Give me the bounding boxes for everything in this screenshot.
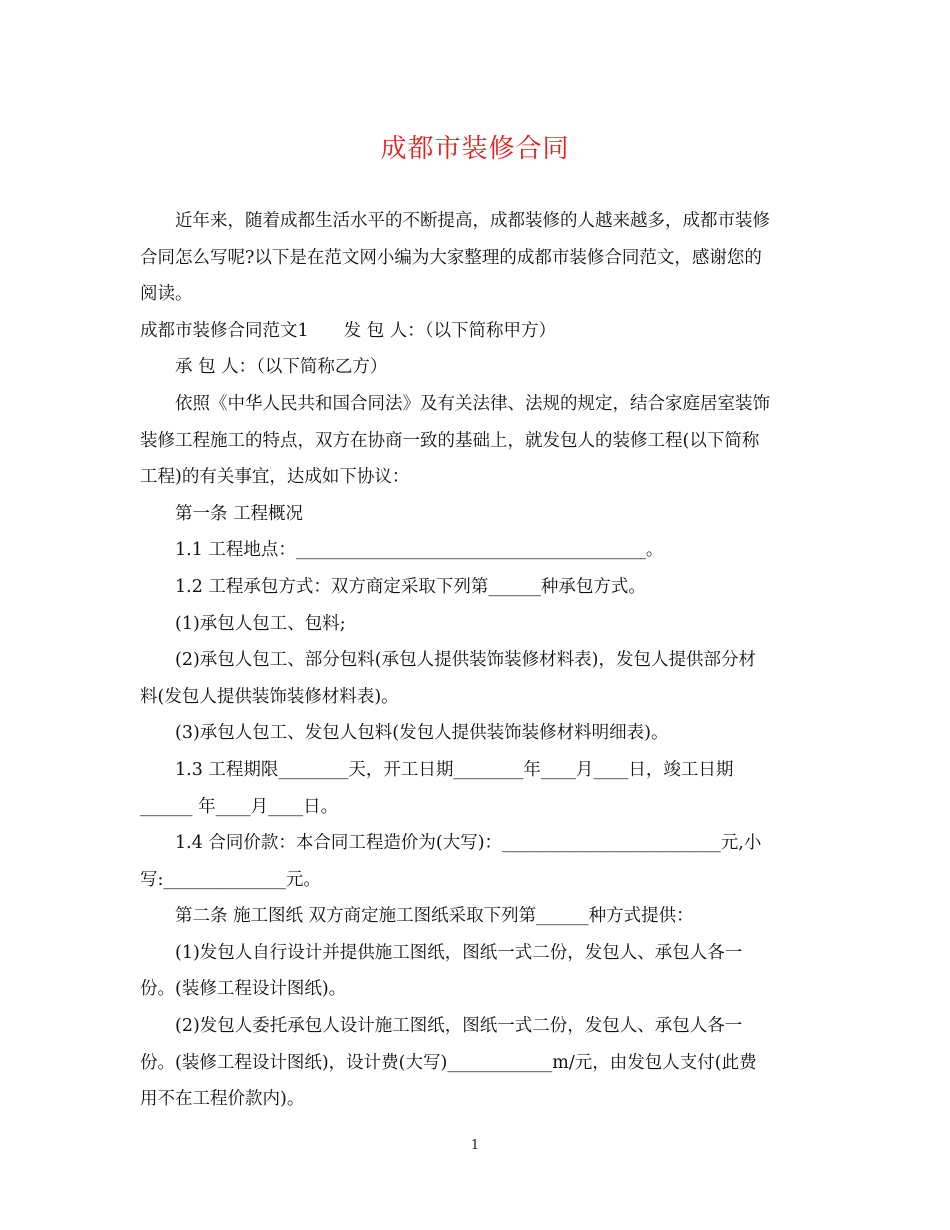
document-line: 1.3 工程期限________天，开工日期________年____月____日，竣工日期 (175, 759, 734, 780)
document-line: (2)承包人包工、部分包料(承包人提供装饰装修材料表)，发包人提供部分材 (175, 650, 756, 671)
document-line: 用不在工程价款内)。 (140, 1089, 305, 1110)
document-line: 份。(装修工程设计图纸)，设计费(大写)____________m/元，由发包人支付(此费 (140, 1052, 757, 1073)
document-body (140, 203, 805, 1118)
document-line: (1)发包人自行设计并提供施工图纸，图纸一式二份，发包人、承包人各一 (175, 942, 743, 963)
document-line: 成都市装修合同范文1 发 包 人：（以下简称甲方） (140, 320, 557, 341)
document-line: 料(发包人提供装饰装修材料表)。 (140, 686, 399, 707)
document-line: 阅读。 (140, 284, 193, 305)
page-number: 1 (470, 1138, 480, 1153)
document-line: 合同怎么写呢?以下是在范文网小编为大家整理的成都市装修合同范文，感谢您的 (140, 247, 762, 268)
document-line: 1.4 合同价款：本合同工程造价为(大写)：_________________________元,小 (175, 833, 762, 854)
document-line: (1)承包人包工、包料; (175, 613, 346, 634)
document-line: 工程)的有关事宜，达成如下协议： (140, 467, 410, 488)
document-line: 装修工程施工的特点，双方在协商一致的基础上，就发包人的装修工程(以下简称 (140, 430, 760, 451)
document-line: 写:______________元。 (140, 869, 321, 890)
document-line: 1.1 工程地点：________________________________________。 (175, 540, 664, 561)
document-line: 近年来，随着成都生活水平的不断提高，成都装修的人越来越多，成都市装修 (175, 211, 770, 231)
document-line: 第一条 工程概况 (175, 503, 304, 524)
document-line: 依照《中华人民共和国合同法》及有关法律、法规的规定，结合家庭居室装饰 (175, 393, 770, 414)
document-title: 成都市装修合同 (380, 134, 570, 164)
document-line: 第二条 施工图纸 双方商定施工图纸采取下列第______种方式提供： (175, 906, 694, 927)
document-line: 份。(装修工程设计图纸)。 (140, 979, 347, 1000)
document-line: ______ 年____月____日。 (140, 796, 339, 817)
document-line: 1.2 工程承包方式：双方商定采取下列第______种承包方式。 (175, 576, 646, 597)
document-line: (2)发包人委托承包人设计施工图纸，图纸一式二份，发包人、承包人各一 (175, 1016, 743, 1037)
document-line: (3)承包人包工、发包人包料(发包人提供装饰装修材料明细表)。 (175, 723, 669, 744)
document-line: 承 包 人：（以下简称乙方） (175, 357, 388, 378)
